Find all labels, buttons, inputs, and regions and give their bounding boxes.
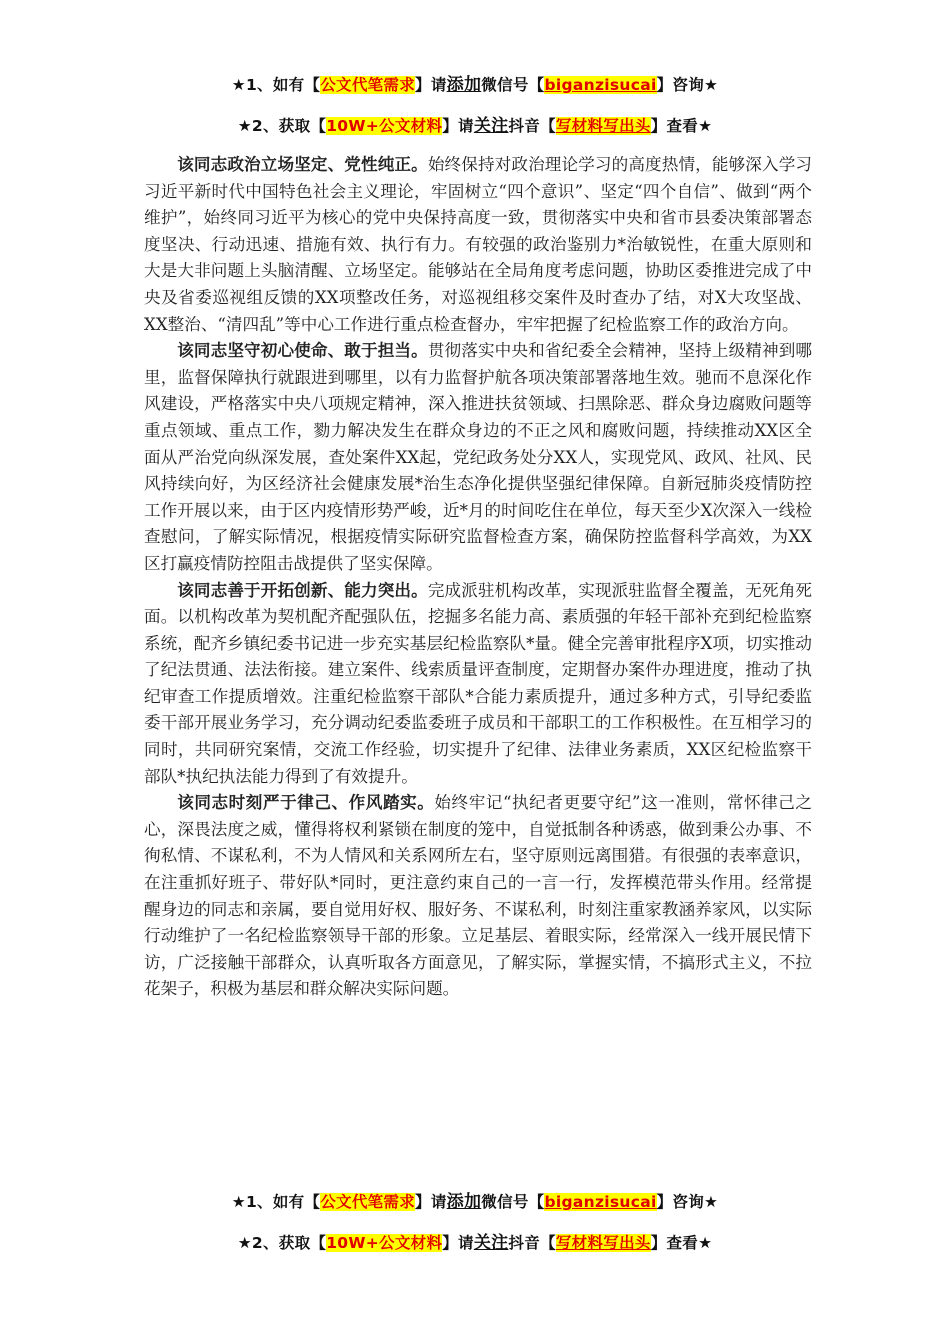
- document-body: [144, 152, 812, 1003]
- paragraph-lead: 该同志善于开拓创新、能力突出。: [177, 580, 428, 600]
- paragraph: [144, 152, 812, 338]
- promo-emphasis: 添加: [446, 1192, 482, 1212]
- paragraph-lead: 该同志时刻严于律己、作风踏实。: [177, 793, 435, 813]
- wechat-id: biganzisucai: [544, 1193, 657, 1211]
- promo-highlight: 10W+公文材料: [326, 1234, 443, 1252]
- promo-text: 微信号【: [481, 1193, 545, 1211]
- paragraph: [144, 338, 812, 577]
- promo-text: 】咨询★: [656, 76, 719, 94]
- promo-text: 】咨询★: [656, 1193, 719, 1211]
- promo-line-1-top: [0, 70, 950, 95]
- promo-line-2-bottom: [0, 1228, 950, 1253]
- promo-highlight: 公文代笔需求: [320, 1193, 416, 1211]
- promo-text: 】请: [415, 76, 447, 94]
- promo-text: 】查看★: [650, 117, 713, 135]
- promo-text: ★2、获取【: [237, 1234, 327, 1252]
- paragraph-lead: 该同志政治立场坚定、党性纯正。: [177, 155, 428, 174]
- promo-text: 】请: [415, 1193, 447, 1211]
- promo-highlight: 10W+公文材料: [326, 117, 443, 135]
- paragraph-text: 贯彻落实中央和省纪委全会精神，坚持上级精神到哪里，监督保障执行就跟进到哪里，以有力监督护航各项决策部署落地生效。驰而不息深化作风建设，严格落实中央八项规定精神，深入推进扶贫领域、扫黑除恶、群众身边腐败问题等重点领域、重点工作，勠力解决发生在群众身边的不正之风和腐败问题，持续推动XX区全面从严治党向纵深发展，查处案件XX起，党纪政务处分XX人，实现党风、政风、社风、民风持续向好，为区经济社会健康发展*治生态净化提供坚强纪律保障。自新冠肺炎疫情防控工作开展以来，由于区内疫情形势严峻，近*月的时间吃住在单位，每天至少X次深入一线检查慰问，了解实际情况，根据疫情实际研究监督检查方案，确保防控监督科学高效，为XX区打赢疫情防控阻击战提供了坚实保障。: [144, 341, 813, 573]
- promo-text: 微信号【: [481, 76, 545, 94]
- promo-text: 】查看★: [650, 1234, 713, 1252]
- promo-text: 抖音【: [508, 117, 556, 135]
- promo-emphasis: 添加: [446, 75, 482, 95]
- promo-text: ★2、获取【: [237, 117, 327, 135]
- promo-text: ★1、如有【: [231, 1193, 321, 1211]
- promo-text: ★1、如有【: [231, 76, 321, 94]
- paragraph-text: 始终保持对政治理论学习的高度热情，能够深入学习习近平新时代中国特色社会主义理论，牢固树立“四个意识”、坚定“四个自信”、做到“两个维护”，始终同习近平为核心的党中央保持高度一致，贯彻落实中央和省市县委决策部署态度坚决、行动迅速、措施有效、执行有力。有较强的政治鉴别力*治敏锐性，在重大原则和大是大非问题上头脑清醒、立场坚定。能够站在全局角度考虑问题，协助区委推进完成了中央及省委巡视组反馈的XX项整改任务，对巡视组移交案件及时查办了结，对X大攻坚战、XX整治、“清四乱”等中心工作进行重点检查督办，牢牢把握了纪检监察工作的政治方向。: [144, 155, 813, 334]
- promo-line-1-bottom: [0, 1187, 950, 1212]
- promo-text: 抖音【: [508, 1234, 556, 1252]
- paragraph: [144, 578, 812, 791]
- promo-highlight: 公文代笔需求: [320, 76, 416, 94]
- promo-line-2-top: [0, 111, 950, 136]
- paragraph-text: 始终牢记“执纪者更要守纪”这一准则，常怀律己之心，深畏法度之威，懂得将权利紧锁在制度的笼中，自觉抵制各种诱惑，做到秉公办事、不徇私情、不谋私利，不为人情风和关系网所左右，坚守原则远离围猎。有很强的表率意识，在注重抓好班子、带好队*同时，更注意约束自己的一言一行，发挥模范带头作用。经常提醒身边的同志和亲属，要自觉用好权、服好务、不谋私利，时刻注重家教涵养家风，以实际行动维护了一名纪检监察领导干部的形象。立足基层、着眼实际，经常深入一线开展民情下访，广泛接触干部群众，认真听取各方面意见，了解实际，掌握实情，不搞形式主义，不拉花架子，积极为基层和群众解决实际问题。: [144, 793, 813, 999]
- paragraph-text: 完成派驻机构改革，实现派驻监督全覆盖，无死角死面。以机构改革为契机配齐配强队伍，挖掘多名能力高、素质强的年轻干部补充到纪检监察系统，配齐乡镇纪委书记进一步充实基层纪检监察队*量。健全完善审批程序X项，切实推动了纪法贯通、法法衔接。建立案件、线索质量评查制度，定期督办案件办理进度，推动了执纪审查工作提质增效。注重纪检监察干部队*合能力素质提升，通过多种方式，引导纪委监委干部开展业务学习，充分调动纪委监委班子成员和干部职工的工作积极性。在互相学习的同时，共同研究案情，交流工作经验，切实提升了纪律、法律业务素质，XX区纪检监察干部队*执纪执法能力得到了有效提升。: [144, 580, 813, 786]
- promo-text: 】请: [442, 117, 474, 135]
- paragraph: [144, 790, 812, 1003]
- douyin-id: 写材料写出头: [555, 117, 651, 135]
- wechat-id: biganzisucai: [544, 76, 657, 94]
- promo-emphasis: 关注: [473, 1233, 509, 1253]
- paragraph-lead: 该同志坚守初心使命、敢于担当。: [177, 341, 428, 361]
- douyin-id: 写材料写出头: [555, 1234, 651, 1252]
- promo-text: 】请: [442, 1234, 474, 1252]
- promo-emphasis: 关注: [473, 116, 509, 136]
